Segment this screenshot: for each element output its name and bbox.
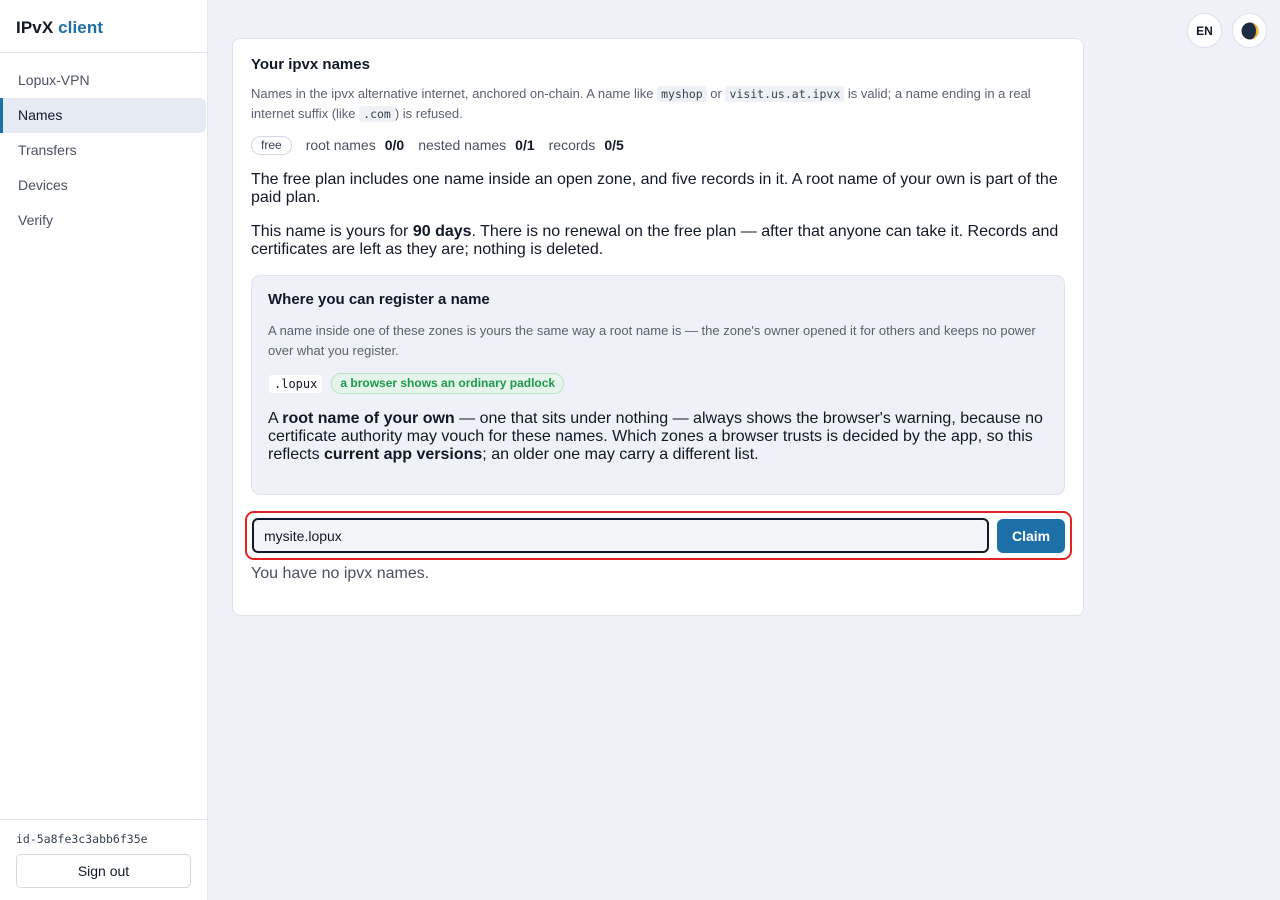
- usage-stats: [251, 135, 1065, 155]
- example-com: .com: [359, 106, 395, 122]
- user-id: id-5a8fe3c3abb6f35e: [16, 832, 148, 846]
- stat-value-root: 0/0: [384, 137, 405, 153]
- language-button[interactable]: EN: [1187, 13, 1222, 48]
- half-moon-icon: [1240, 21, 1260, 41]
- note-emphasis: root name of your own: [282, 410, 455, 427]
- stat-label-nested: nested names: [418, 137, 507, 153]
- empty-names-message: You have no ipvx names.: [251, 565, 430, 582]
- name-input[interactable]: [252, 518, 989, 553]
- ownership-text: This name is yours for: [251, 223, 413, 240]
- sign-out-button[interactable]: Sign out: [16, 854, 191, 888]
- sidebar: [0, 0, 208, 900]
- sidebar-item-verify[interactable]: Verify: [18, 212, 54, 228]
- zones-description: A name inside one of these zones is yours the same way a root name is — the zone's owner opened it for others and keeps no power over what you register.: [268, 323, 1036, 358]
- root-name-note: [268, 410, 1048, 464]
- example-visit: visit.us.at.ipvx: [725, 86, 844, 102]
- note-text: A: [268, 410, 283, 427]
- top-right-controls: [1187, 13, 1267, 48]
- ownership-duration: 90 days: [412, 223, 472, 240]
- example-myshop: myshop: [657, 86, 707, 102]
- brand-suffix: client: [58, 18, 104, 37]
- zones-panel: [251, 275, 1065, 495]
- claim-form: [245, 511, 1072, 560]
- ownership-text: . There is no renewal on the free plan — after that anyone can take it. Records and certificates are left as they are; nothing is deleted.: [251, 223, 1059, 258]
- padlock-badge: a browser shows an ordinary padlock: [331, 373, 564, 394]
- intro-text: ) is refused.: [394, 106, 463, 121]
- theme-toggle-button[interactable]: [1232, 13, 1267, 48]
- sidebar-nav: [0, 53, 207, 238]
- intro-text: is valid; a name ending in a real internet suffix (like: [251, 86, 1031, 121]
- note-text: ; an older one may carry a different list.: [482, 446, 759, 463]
- note-text: — one that sits under nothing — always shows the browser's warning, because no certificate authority may vouch for these names. Which zones a browser trusts is decided by the app, so this reflects: [268, 410, 1043, 463]
- sidebar-item-names[interactable]: Names: [0, 98, 206, 133]
- brand-name: IPvX: [16, 18, 54, 37]
- plan-description: The free plan includes one name inside an open zone, and five records in it. A root name of your own is part of the paid plan.: [251, 171, 1058, 206]
- names-intro: [251, 84, 1065, 124]
- app-logo: [0, 0, 207, 53]
- stat-label-records: records: [548, 137, 596, 153]
- claim-button[interactable]: Claim: [997, 519, 1065, 553]
- stat-label-root: root names: [305, 137, 376, 153]
- sidebar-footer: [0, 819, 207, 900]
- intro-text: Names in the ipvx alternative internet, anchored on-chain. A name like: [251, 86, 658, 101]
- plan-badge: free: [251, 136, 292, 155]
- intro-text: or: [706, 86, 726, 101]
- sidebar-item-transfers[interactable]: Transfers: [18, 142, 77, 158]
- page-title: Your ipvx names: [251, 56, 370, 73]
- zones-title: Where you can register a name: [268, 291, 490, 308]
- stat-value-records: 0/5: [604, 137, 624, 153]
- ownership-description: [251, 223, 1065, 259]
- sidebar-item-devices[interactable]: Devices: [18, 177, 68, 193]
- zone-name: .lopux: [269, 375, 322, 393]
- sidebar-item-lopux-vpn[interactable]: Lopux-VPN: [18, 72, 90, 88]
- zone-item: [268, 373, 1048, 394]
- note-emphasis: current app versions: [324, 446, 483, 463]
- names-card: [232, 38, 1084, 616]
- stat-value-nested: 0/1: [515, 137, 535, 153]
